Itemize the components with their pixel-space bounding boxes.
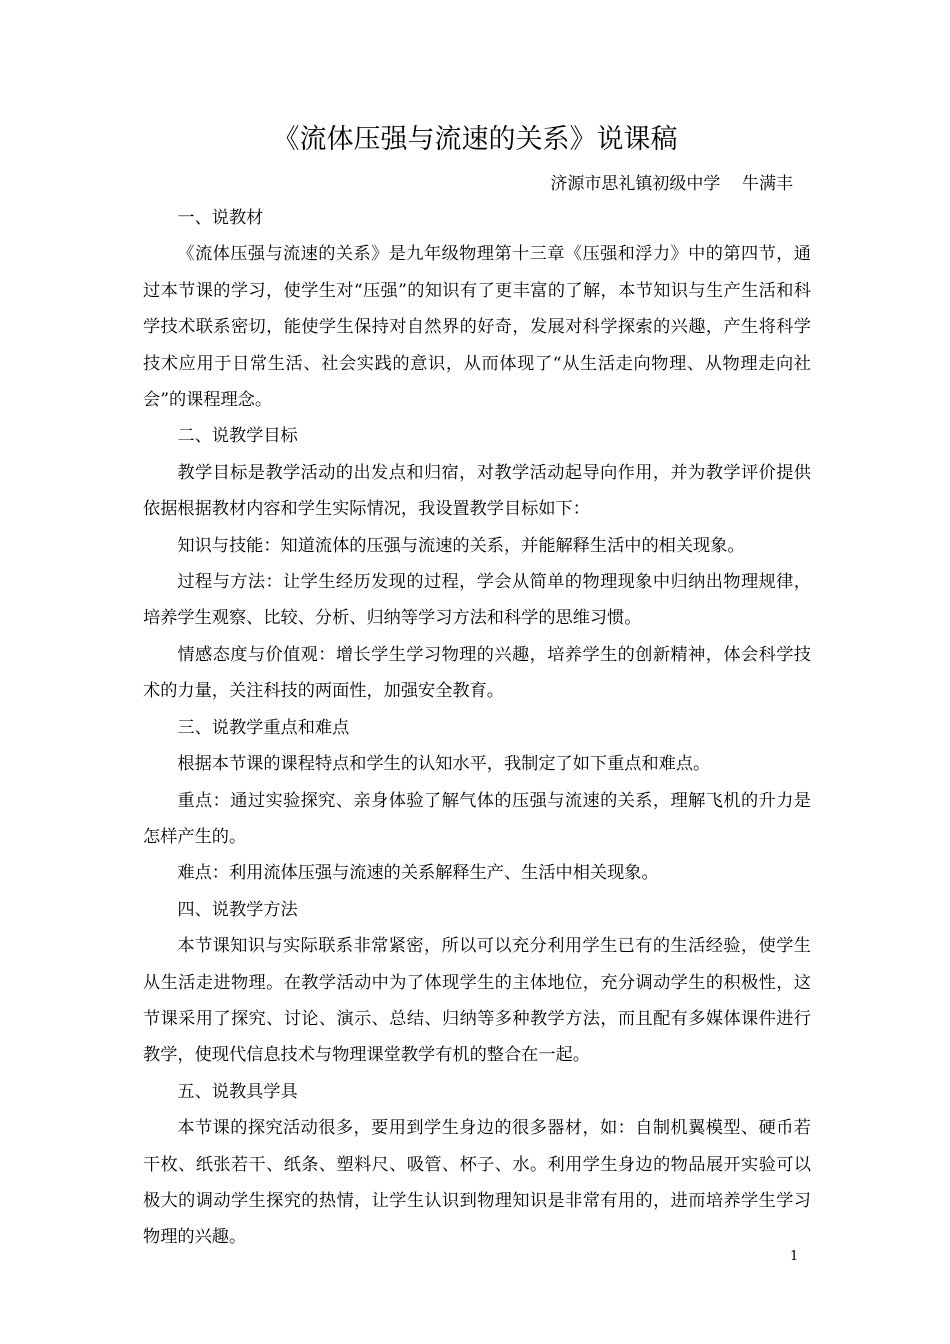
paragraph-difficulty: 难点：利用流体压强与流速的关系解释生产、生活中相关现象。: [177, 863, 659, 884]
paragraph-textbook: 《流体压强与流速的关系》是九年级物理第十三章《压强和浮力》中的第四节，通过本节课的学习，使学生对“压强”的知识有了更丰富的了解，本节知识与生产生活和科学技术联系密切，能使学生保持对自然界的好奇，发展对科学探索的兴趣，产生将科学技术应用于日常生活、社会实践的意识，从而体现了“从生活走向物理、从物理走向社会”的课程理念。: [143, 244, 811, 411]
page-title: 《流体压强与流速的关系》说课稿: [272, 124, 678, 155]
paragraph-key-points-intro: 根据本节课的课程特点和学生的认知水平，我制定了如下重点和难点。: [177, 754, 711, 775]
paragraph-objectives-intro: 教学目标是教学活动的出发点和归宿，对教学活动起导向作用，并为教学评价提供依据根据教材内容和学生实际情况，我设置教学目标如下：: [143, 462, 811, 520]
paragraph-key-point: 重点：通过实验探究、亲身体验了解气体的压强与流速的关系，理解飞机的升力是怎样产生的。: [143, 790, 811, 847]
paragraph-methods: 本节课知识与实际联系非常紧密，所以可以充分利用学生已有的生活经验，使学生从生活走进物理。在教学活动中为了体现学生的主体地位，充分调动学生的积极性，这节课采用了探究、讨论、演示、总结、归纳等多种教学方法，而且配有多媒体课件进行教学，使现代信息技术与物理课堂教学有机的整合在一起。: [143, 936, 811, 1066]
page-number: 1: [790, 1249, 799, 1264]
paragraph-attitudes-values: 情感态度与价值观：增长学生学习物理的兴趣，培养学生的创新精神，体会科学技术的力量，关注科技的两面性，加强安全教育。: [143, 644, 811, 702]
section-heading-objectives: 二、说教学目标: [177, 426, 298, 447]
section-heading-key-points: 三、说教学重点和难点: [177, 717, 350, 738]
paragraph-process-methods: 过程与方法：让学生经历发现的过程，学会从简单的物理现象中归纳出物理规律，培养学生观察、比较、分析、归纳等学习方法和科学的思维习惯。: [143, 572, 811, 629]
paragraph-materials: 本节课的探究活动很多，要用到学生身边的很多器材，如：自制机翼模型、硬币若干枚、纸张若干、纸条、塑料尺、吸管、杯子、水。利用学生身边的物品展开实验可以极大的调动学生探究的热情，让学生认识到物理知识是非常有用的，进而培养学生学习物理的兴趣。: [143, 1118, 811, 1248]
document-body: [143, 200, 811, 1256]
section-heading-textbook: 一、说教材: [177, 208, 264, 228]
section-heading-methods: 四、说教学方法: [177, 899, 298, 920]
section-heading-materials: 五、说教具学具: [177, 1081, 298, 1102]
paragraph-knowledge-skills: 知识与技能：知道流体的压强与流速的关系，并能解释生活中的相关现象。: [177, 535, 745, 556]
author-line: 济源市思礼镇初级中学 牛满丰: [550, 174, 793, 194]
